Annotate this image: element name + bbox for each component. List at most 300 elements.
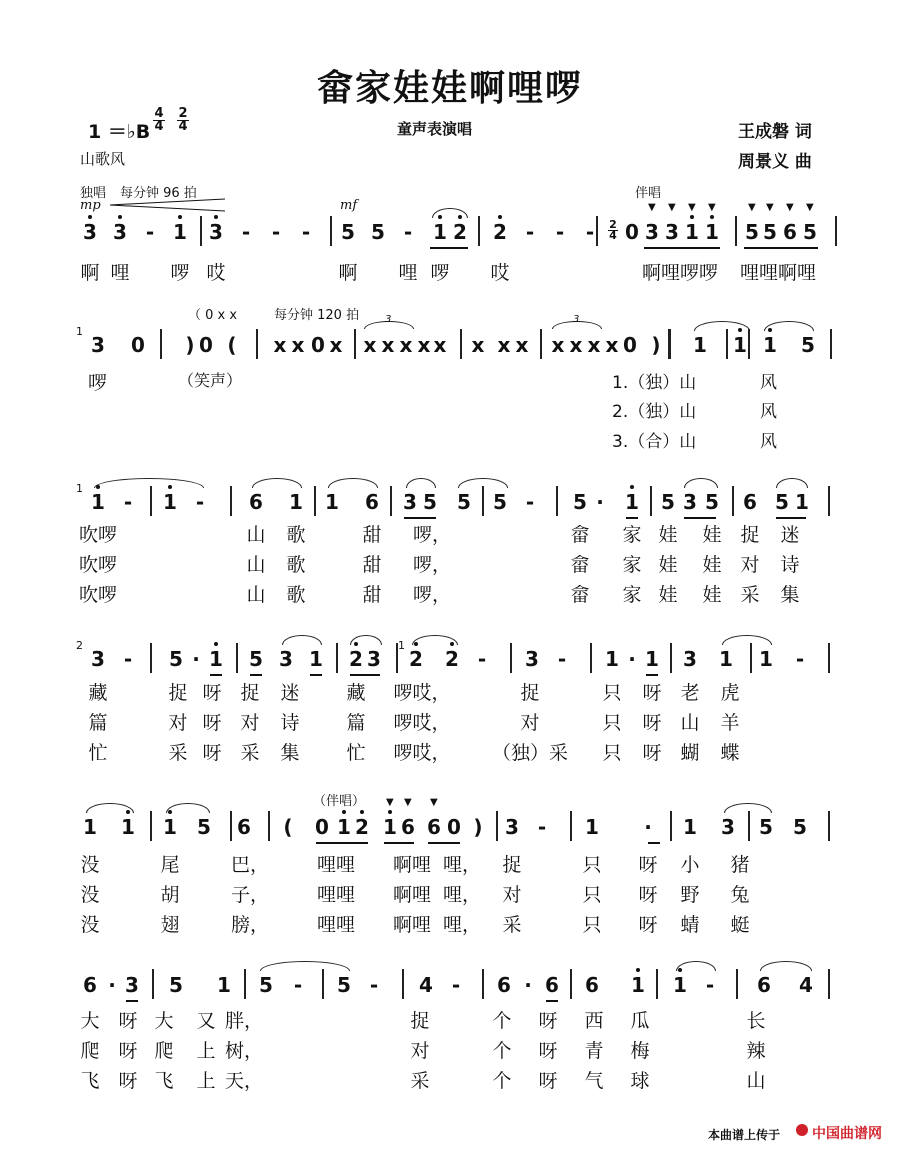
note: 3 [83,220,97,244]
tie [406,478,436,488]
note: 2 [493,220,507,244]
lyric-syllable: 家 [622,524,642,546]
note: 1 [337,815,351,839]
barline [150,811,152,841]
lyric-syllable: 蜓 [730,914,750,936]
tie [676,961,716,971]
intro-paren: （ 0 x x [188,308,238,323]
barline [828,811,830,841]
barline [748,329,750,359]
lyric-syllable: 瓜 [630,1010,650,1032]
octave-dot [690,215,694,219]
barline [236,643,238,673]
verse-2-label: 2.（独）山 [612,402,697,422]
note: 3 [209,220,223,244]
lyric-syllable: 爬 [154,1040,174,1062]
row2-lyric: 啰 [88,372,108,394]
lyric-syllable: 尾 [160,854,180,876]
lyric-syllable: 大 [80,1010,100,1032]
lyric-syllable: 球 [630,1070,650,1092]
note: 5 [573,490,587,514]
note: 3 [505,815,519,839]
lyric-syllable: 歌 [286,584,306,606]
accent-mark: ▼ [748,202,756,213]
note: 1 [795,490,809,514]
note: 6 [545,973,559,997]
lyric-syllable: 捉 [168,682,188,704]
note: 3 [683,647,697,671]
lyric-syllable: 捉 [520,682,540,704]
barline [460,329,462,359]
time-signature-4-4: 4 4 [154,106,164,134]
note: 3 [91,647,105,671]
note: 1 [763,333,777,357]
tie [260,961,350,971]
note: 5 [493,490,507,514]
lyric-syllable: 啰 [170,262,190,284]
accent-mark: ▼ [404,797,412,808]
note: 6 [783,220,797,244]
verse-1-label: 1.（独）山 [612,373,697,393]
accent-mark: ▼ [386,797,394,808]
note: - [585,220,595,244]
octave-dot [178,215,182,219]
lyric-syllable: 迷 [280,682,300,704]
note: 1 [309,647,323,671]
note: x [399,333,413,357]
beam [316,842,368,844]
note: 1 [209,647,223,671]
note: 1 [325,490,339,514]
barline [482,969,484,999]
note: 3 [91,333,105,357]
beam [648,842,660,844]
lyric-syllable: 哩哩啊哩 [739,262,817,284]
lyric-syllable: 猪 [730,854,750,876]
lyric-syllable: 爬 [80,1040,100,1062]
note: · [644,815,652,839]
note: 2 [355,815,369,839]
verse-1-feng: 风 [760,373,777,393]
note: 5 [801,333,815,357]
time-signature-2-4: 2 4 [178,106,188,134]
beam [250,674,262,676]
key-signature: 1 ＝♭B [88,121,151,143]
tie [764,321,814,331]
lyric-syllable: 甜 [362,554,382,576]
dynamic-mp: mp [80,198,101,213]
note: · [192,647,200,671]
note: 1 [733,333,747,357]
barline [160,329,162,359]
tie [724,803,772,813]
lyric-syllable: 呀 [118,1040,138,1062]
lyric-syllable: 呀 [118,1070,138,1092]
note: · [108,973,116,997]
beam [126,1000,138,1002]
note: 5 [259,973,273,997]
lyric-syllable: 梅 [630,1040,650,1062]
note: 3 [113,220,127,244]
note: - [403,220,413,244]
verse-3-label: 3.（合）山 [612,432,697,452]
breath-mark: 1 [398,639,405,652]
note: x [551,333,565,357]
octave-dot [388,810,392,814]
note: - [271,220,281,244]
solo-marking: 独唱 [80,186,107,201]
beam [350,674,380,676]
note: 5 [249,647,263,671]
accent-mark: ▼ [806,202,814,213]
lyric-syllable: 辣 [746,1040,766,1062]
lyric-syllable: 畲 [570,554,590,576]
beam [210,674,222,676]
note: · [524,973,532,997]
lyric-syllable: 呀 [202,742,222,764]
note: 1 [719,647,733,671]
lyric-syllable: 只 [602,682,622,704]
note: 1 [91,490,105,514]
lyric-syllable: 哩， [442,914,482,936]
note: 1 [433,220,447,244]
barline [150,643,152,673]
lyric-syllable: 长 [746,1010,766,1032]
note: 5 [759,815,773,839]
note: 1 [693,333,707,357]
lyric-syllable: 对 [240,712,260,734]
tie [694,321,750,331]
lyric-syllable: 呀 [538,1010,558,1032]
note: 5 [341,220,355,244]
note: 6 [743,490,757,514]
note: 1 [759,647,773,671]
lyric-syllable: 野 [680,884,700,906]
tie [776,478,808,488]
tie [684,478,718,488]
lyric-syllable: 胖， [224,1010,264,1032]
beam [684,517,716,519]
barline [478,216,480,246]
note: 1 [585,815,599,839]
barline [748,811,750,841]
tie [86,803,134,813]
note: 1 [625,490,639,514]
lyric-syllable: 只 [602,742,622,764]
octave-dot [630,485,634,489]
note: ( [227,333,237,357]
barline [482,486,484,516]
lyric-syllable: 甜 [362,584,382,606]
lyric-syllable: 啰， [412,584,452,606]
lyric-syllable: 山 [746,1070,766,1092]
barline [650,486,652,516]
note: 0 [199,333,213,357]
lyric-syllable: 呀 [202,712,222,734]
triplet-number: 3 [385,314,392,325]
lyric-syllable: 呀 [118,1010,138,1032]
note: - [557,647,567,671]
barline [152,969,154,999]
note: x [417,333,431,357]
lyric-syllable: （独）采 [491,742,569,764]
lyric-syllable: 娃 [702,524,722,546]
lyric-syllable: 啊 [80,262,100,284]
barline [354,329,356,359]
lyric-syllable: 歌 [286,554,306,576]
lyric-syllable: 只 [582,914,602,936]
lyric-syllable: 啰， [412,524,452,546]
note: 2 [453,220,467,244]
beam [776,517,806,519]
note: 0 [623,333,637,357]
accent-mark: ▼ [688,202,696,213]
accent-mark: ▼ [708,202,716,213]
barline [670,643,672,673]
lyric-syllable: 啰 [430,262,450,284]
lyric-syllable: 哩， [442,884,482,906]
lyric-syllable: 只 [582,854,602,876]
barline [556,486,558,516]
octave-dot [214,215,218,219]
note: 1 [163,815,177,839]
lyric-syllable: 捉 [410,1010,430,1032]
note: - [451,973,461,997]
note: 0 [625,220,639,244]
lyric-syllable: 娃 [702,584,722,606]
verse-3-feng: 风 [760,432,777,452]
note: 5 [661,490,675,514]
note: x [515,333,529,357]
note: 2 [445,647,459,671]
accompany-marking: 伴唱 [635,186,662,201]
laugh-marking: （笑声） [178,371,243,390]
barline [150,486,152,516]
accent-mark: ▼ [648,202,656,213]
note: · [596,490,604,514]
time-signature-change: 2 4 [609,218,617,242]
note: 1 [673,973,687,997]
note: 3 [279,647,293,671]
accent-mark: ▼ [668,202,676,213]
accompany-marking-2: （伴唱） [313,794,366,809]
lyric-syllable: 只 [582,884,602,906]
octave-dot [342,810,346,814]
lyric-syllable: 呀 [642,712,662,734]
lyric-syllable: 哩哩 [316,884,356,906]
barline [390,486,392,516]
lyric-syllable: 小 [680,854,700,876]
beam [644,247,720,249]
barline [830,329,832,359]
lyric-syllable: 采 [168,742,188,764]
note: 5 [803,220,817,244]
lyric-syllable: 啰哎， [393,682,451,704]
lyric-syllable: 个 [492,1070,512,1092]
note: - [123,490,133,514]
lyric-syllable: 对 [410,1040,430,1062]
barline [200,216,202,246]
lyric-syllable: 家 [622,584,642,606]
lyric-syllable: 山 [246,584,266,606]
note: 1 [645,647,659,671]
note: 3 [525,647,539,671]
accent-mark: ▼ [766,202,774,213]
note: 1 [605,647,619,671]
note: 1 [163,490,177,514]
barline [256,329,258,359]
octave-dot [88,215,92,219]
site-logo-icon [796,1124,808,1136]
note: 5 [793,815,807,839]
barline [656,969,658,999]
lyric-syllable: 呀 [538,1040,558,1062]
lyric-syllable: 对 [520,712,540,734]
note: ) [651,333,661,357]
lyric-syllable: 上 [196,1070,216,1092]
note: 5 [197,815,211,839]
composer: 周景义 曲 [738,152,812,172]
note: - [145,220,155,244]
note: - [123,647,133,671]
lyric-syllable: 啰哎， [393,712,451,734]
note: 2 [349,647,363,671]
note: 5 [457,490,471,514]
note: 5 [337,973,351,997]
note: 1 [217,973,231,997]
barline [230,486,232,516]
note: x [569,333,583,357]
barline [828,643,830,673]
note: - [241,220,251,244]
barline [570,811,572,841]
breath-mark: 1 [76,482,83,495]
lyric-syllable: 诗 [280,712,300,734]
song-title: 畲家娃娃啊哩啰 [316,67,583,109]
barline [570,969,572,999]
lyric-syllable: 忙 [346,742,366,764]
lyric-syllable: 采 [410,1070,430,1092]
note: - [301,220,311,244]
lyric-syllable: 气 [584,1070,604,1092]
note: 3 [125,973,139,997]
note: 0 [447,815,461,839]
lyric-syllable: 蜻 [680,914,700,936]
note: 6 [249,490,263,514]
lyric-syllable: 呀 [638,854,658,876]
note: 5 [775,490,789,514]
note: x [329,333,343,357]
lyric-syllable: 娃 [658,584,678,606]
lyric-syllable: 迷 [780,524,800,546]
barline [314,486,316,516]
beam [428,842,460,844]
lyric-syllable: 蝶 [720,742,740,764]
octave-dot [360,810,364,814]
note: 1 [631,973,645,997]
lyricist: 王成磐 词 [738,122,812,142]
tie [328,478,378,488]
barline [736,969,738,999]
lyric-syllable: 呀 [538,1070,558,1092]
crescendo-hairpin [110,198,230,212]
note: x [433,333,447,357]
lyric-syllable: 哩 [398,262,418,284]
lyric-syllable: 个 [492,1010,512,1032]
lyric-syllable: 上 [196,1040,216,1062]
note: 6 [757,973,771,997]
beam [626,517,638,519]
barline [590,643,592,673]
note: 3 [403,490,417,514]
barline [835,216,837,246]
lyric-syllable: 个 [492,1040,512,1062]
beam [744,247,818,249]
lyric-syllable: 羊 [720,712,740,734]
note: 6 [585,973,599,997]
lyric-syllable: 藏 [88,682,108,704]
note: 1 [289,490,303,514]
lyric-syllable: 飞 [154,1070,174,1092]
tie [282,635,322,645]
lyric-syllable: 采 [502,914,522,936]
note: - [369,973,379,997]
tempo-marking-120: 每分钟 120 拍 [274,308,360,323]
note: 5 [371,220,385,244]
barline [244,969,246,999]
barline [828,969,830,999]
lyric-syllable: 翅 [160,914,180,936]
performers: 童声表演唱 [397,120,473,138]
octave-dot [636,968,640,972]
note: x [471,333,485,357]
octave-dot [214,642,218,646]
site-name[interactable]: 中国曲谱网 [812,1126,882,1142]
lyric-syllable: 老 [680,682,700,704]
tie [350,635,382,645]
lyric-syllable: 家 [622,554,642,576]
lyric-syllable: 娃 [658,524,678,546]
note: x [273,333,287,357]
tie [722,635,772,645]
octave-dot [118,215,122,219]
note: 1 [383,815,397,839]
barline [230,811,232,841]
note: 1 [83,815,97,839]
note: 3 [367,647,381,671]
barline [735,216,737,246]
note: 0 [131,333,145,357]
lyric-syllable: 哩哩 [316,914,356,936]
note: x [605,333,619,357]
lyric-syllable: 吹啰 [78,524,118,546]
beam [646,674,658,676]
note: 1 [121,815,135,839]
note: 5 [169,973,183,997]
lyric-syllable: 吹啰 [78,584,118,606]
lyric-syllable: 篇 [346,712,366,734]
barline [596,216,598,246]
lyric-syllable: 诗 [780,554,800,576]
note: 6 [83,973,97,997]
lyric-syllable: 啰哎， [393,742,451,764]
note: 1 [685,220,699,244]
lyric-syllable: 哩哩 [316,854,356,876]
note: - [537,815,547,839]
lyric-syllable: 哩 [110,262,130,284]
lyric-syllable: 山 [246,524,266,546]
lyric-syllable: 对 [740,554,760,576]
